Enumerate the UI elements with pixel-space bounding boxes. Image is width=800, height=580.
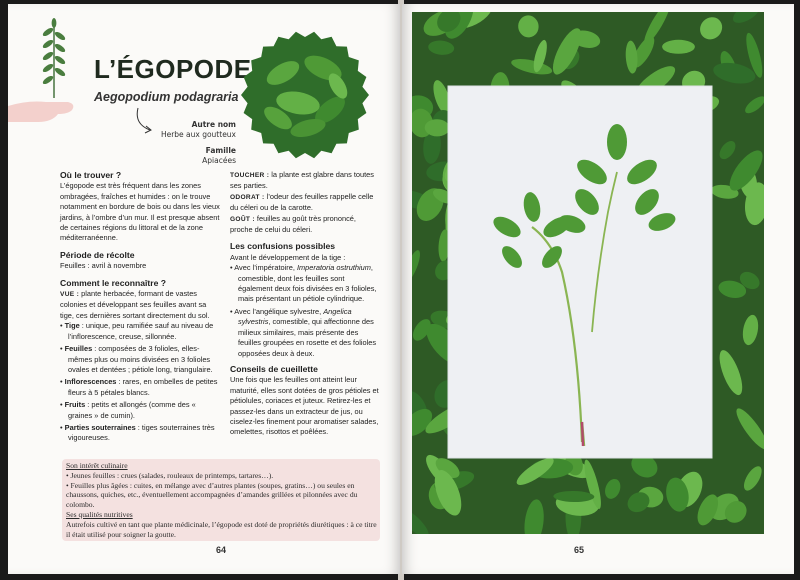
family-value: Apiacées	[202, 156, 236, 165]
item-text: : unique, peu ramifiée sauf au niveau de l’inflorescence, creuse, sillonnée.	[68, 321, 214, 341]
vue-paragraph	[60, 289, 220, 321]
item-label: Inflorescences	[64, 377, 117, 387]
list-item: • Tige : unique, peu ramifiée sauf au niveau de l’inflorescence, creuse, sillonnée.	[60, 321, 214, 341]
harvest-text: Feuilles : avril à novembre	[60, 261, 147, 271]
item-text: : composées de 3 folioles, elles-mêmes plus ou moins divisées en 3 folioles ovales et dentées ; pétiole long, triangulaire.	[68, 344, 213, 374]
sense-text: la plante est glabre dans toutes ses parties.	[230, 170, 374, 191]
where-heading: Où le trouver ?	[60, 170, 122, 180]
page-number-right: 65	[574, 545, 585, 555]
leaf-photo-badge	[238, 28, 372, 162]
herb-sprig-icon	[36, 18, 72, 100]
recognize-heading: Comment le reconnaître ?	[60, 277, 167, 288]
sense-text: l’odeur des feuilles rappelle celle du céleri ou de la carotte.	[230, 191, 374, 213]
confusions-list	[230, 263, 380, 359]
sense-text: feuilles au goût très prononcé, proche de celui du céleri.	[230, 213, 356, 235]
recognize-list	[60, 321, 220, 443]
item-latin: Angelica sylvestris	[238, 306, 352, 327]
list-item: • Fruits : petits et allongés (comme des « graines » de cumin).	[60, 400, 196, 420]
item-label: Feuilles	[64, 344, 93, 354]
right-column	[230, 170, 380, 444]
item-latin: Imperatoria ostruthium	[296, 263, 371, 273]
latin-name: Aegopodium podagraria	[94, 90, 239, 104]
plant-meta	[140, 120, 236, 166]
harvest-heading: Période de récolte	[60, 249, 135, 260]
medicinal-text: Autrefois cultivé en tant que plante médicinale, l’égopode est doté de propriétés diurétiques : à ce titre il était utilisé pour soigner la goutte.	[66, 519, 377, 539]
sense-label: TOUCHER :	[230, 172, 270, 179]
culinary-heading: Son intérêt culinaire	[66, 461, 128, 470]
culinary-line-1: • Jeunes feuilles : crues (salades, rouleaux de printemps, tartares…).	[66, 470, 274, 480]
item-label: Fruits	[64, 400, 86, 410]
confusions-intro: Avant le développement de la tige :	[230, 252, 346, 262]
item-text: : rares, en ombelles de petites fleurs à 5 pétales blancs.	[68, 377, 218, 397]
sense-label: GOÛT :	[230, 215, 255, 223]
list-item: • Avec l’angélique sylvestre, Angelica sylvestris, comestible, qui affectionne des milieux similaires, mais présente des feuilles groupées en rosette et des folioles opposées deux à deux.	[230, 306, 377, 358]
sense-smell	[230, 192, 380, 214]
item-text: Avec l’impératoire,	[234, 263, 297, 273]
sense-label: ODORAT :	[230, 193, 265, 201]
item-text: , comestible, qui affectionne des milieux similaires, mais présente des feuilles groupées en rosette et des folioles opposées deux à deux.	[238, 317, 377, 358]
sense-taste	[230, 214, 380, 236]
item-text: : tiges souterraines très vigoureuses.	[68, 422, 215, 443]
page-number-left: 64	[216, 545, 227, 555]
list-item: • Feuilles : composées de 3 folioles, elles-mêmes plus ou moins divisées en 3 folioles ovales et dentées ; pétiole long, triangulaire.	[60, 344, 213, 374]
family-label: Famille	[205, 146, 236, 155]
vue-text: plante herbacée, formant de vastes colonies et développant ses feuilles avant sa tige, ces dernières sortant directement du sol.	[60, 289, 210, 320]
sense-touch	[230, 170, 380, 192]
where-text: L’égopode est très fréquent dans les zones ombragées, fraîches et humides : on le trouve notamment en bordure de bois ou dans les vieux jardins, à l’ombre d’un mur. Il est presque absent de certaines régions du littoral et de la zone méditerranéenne.	[60, 181, 220, 243]
plant-photo	[412, 12, 764, 534]
tips-heading: Conseils de cueillette	[230, 363, 318, 374]
other-name-value: Herbe aux goutteux	[160, 130, 236, 139]
culinary-line-2: • Feuilles plus âgées : cuites, en mélange avec d’autres plantes (soupes, gratins…) ou seules en chaussons, quiches, etc., éventuellement accompagnées d’amandes grillées et pilonnées avec du colombo.	[66, 480, 358, 510]
item-text: Avec l’angélique sylvestre,	[234, 306, 324, 316]
medicinal-heading: Ses qualités nutritives	[66, 509, 133, 519]
list-item: • Avec l’impératoire, Imperatoria ostruthium, comestible, dont les feuilles sont également deux fois divisées en 3 folioles, mais présentant un pétiole cylindrique.	[230, 263, 377, 304]
item-label: Tige	[64, 321, 80, 331]
list-item: • Inflorescences : rares, en ombelles de petites fleurs à 5 pétales blancs.	[60, 377, 218, 397]
item-text: , comestible, dont les feuilles sont également deux fois divisées en 3 folioles, mais présentant un pétiole cylindrique.	[238, 263, 377, 304]
vue-label: VUE :	[60, 291, 80, 299]
item-text: : petits et allongés (comme des « graines » de cumin).	[68, 400, 196, 420]
confusions-heading: Les confusions possibles	[230, 241, 336, 252]
list-item: • Parties souterraines : tiges souterraines très vigoureuses.	[60, 422, 215, 443]
culinary-text	[66, 461, 378, 539]
item-label: Parties souterraines	[64, 422, 136, 432]
hand-icon	[8, 92, 78, 126]
tips-text: Une fois que les feuilles ont atteint leur maturité, elles sont dotées de gros pétioles et pétiolules, coriaces et juteux. Retirez-les et passez-les dans un extracteur de jus, ou ciselez-les finement pour aromatiser salades, omelettes, risottos et poêlées.	[230, 375, 379, 437]
left-column	[60, 170, 220, 449]
page-title: L’ÉGOPODE	[94, 54, 252, 84]
other-name-label: Autre nom	[191, 120, 236, 129]
